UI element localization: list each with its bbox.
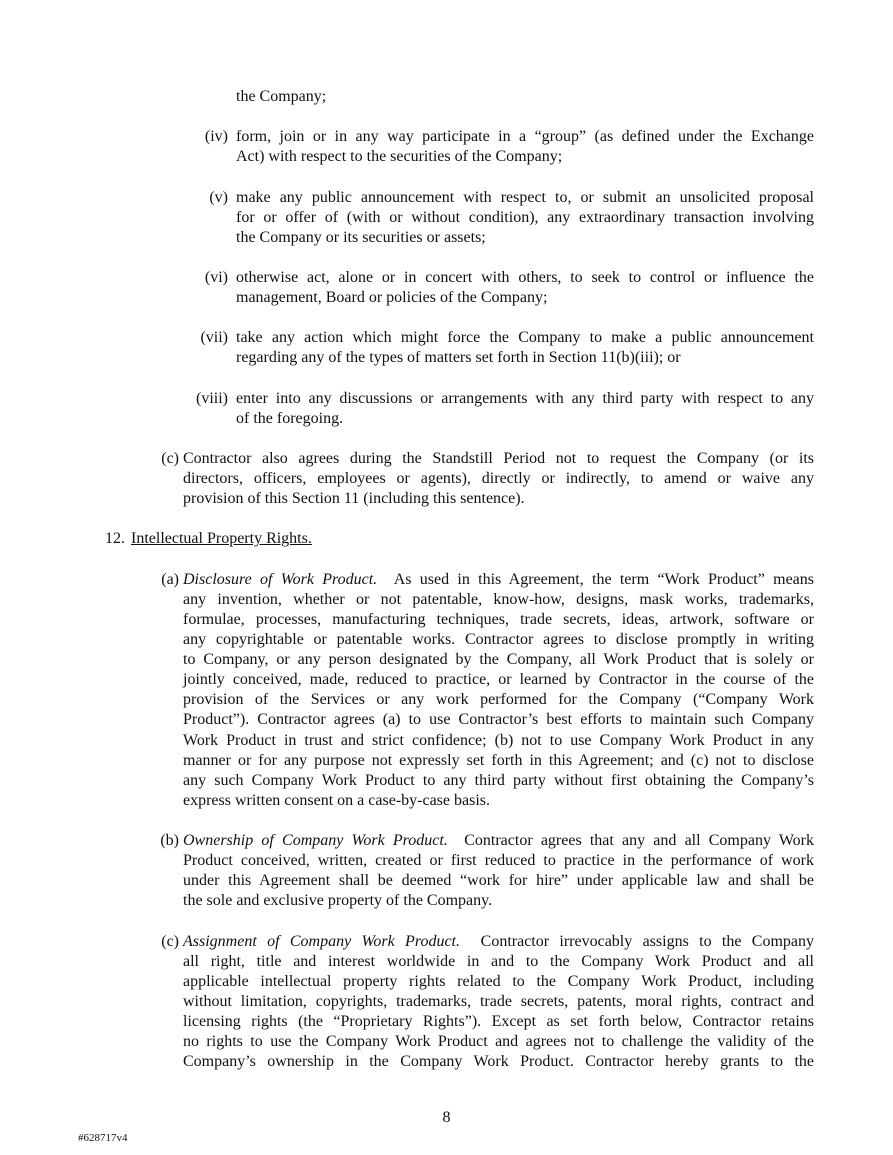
section-title: Intellectual Property Rights.: [131, 530, 312, 548]
text-line: [236, 87, 814, 107]
line-text: express written consent on a case-by-case basis.: [183, 791, 490, 809]
line-text: manner or for any purpose not expressly set forth in this Agreement; and (c) not to disclose: [183, 751, 814, 769]
line-text: enter into any discussions or arrangements with any third party with respect to any: [236, 389, 814, 407]
text-line: [236, 188, 814, 208]
clause-label: (iv): [204, 128, 228, 146]
line-text: of the foregoing.: [236, 409, 344, 427]
clause: [0, 188, 893, 248]
text-line: [183, 771, 814, 791]
text-line: [236, 268, 814, 288]
line-text: directors, officers, employees or agents), directly or indirectly, to amend or waive any: [183, 470, 814, 488]
text-line: [183, 952, 814, 972]
line-text: without limitation, copyrights, trademarks, trade secrets, patents, moral rights, contract and: [183, 992, 814, 1010]
line-text: As used in this Agreement, the term “Work Product” means: [393, 570, 814, 588]
text-line: [183, 469, 814, 489]
section-heading: [0, 529, 893, 549]
clause-label: 12.: [105, 530, 125, 548]
text-line: [183, 610, 814, 630]
text-line: [236, 147, 814, 167]
line-text: Contractor irrevocably assigns to the Company: [480, 932, 815, 950]
text-line: [183, 972, 814, 992]
text-line: [183, 831, 814, 851]
text-line: [183, 650, 814, 670]
line-text: Contractor agrees that any and all Company Work: [464, 832, 815, 850]
clause-title: Ownership of Company Work Product.: [183, 832, 448, 850]
text-line: [183, 851, 814, 871]
line-text: no rights to use the Company Work Product and agrees not to challenge the validity of the: [183, 1033, 814, 1051]
clause-text: [183, 831, 814, 911]
clause-label: (b): [160, 832, 179, 850]
clause-text: [183, 932, 814, 1073]
text-line: [183, 590, 814, 610]
line-text: applicable intellectual property rights related to the Company Work Product, including: [183, 972, 814, 990]
clause-title: Assignment of Company Work Product.: [183, 932, 460, 950]
line-text: any copyrightable or patentable works. Contractor agrees to disclose promptly in writing: [183, 630, 814, 648]
text-line: [183, 690, 814, 710]
clause: [0, 328, 893, 368]
line-text: provision of the Services or any work performed for the Company (“Company Work: [183, 691, 814, 709]
page-number: 8: [442, 1109, 451, 1126]
line-text: Contractor also agrees during the Standstill Period not to request the Company (or its: [183, 449, 814, 467]
clause: [0, 127, 893, 167]
line-text: for or offer of (with or without condition), any extraordinary transaction involving: [236, 208, 814, 226]
text-line: [236, 208, 814, 228]
clause: [0, 932, 893, 1073]
clause: [0, 570, 893, 811]
text-line: [236, 127, 814, 147]
clause-label: (vii): [200, 329, 228, 347]
text-line: [183, 992, 814, 1012]
clause: [0, 831, 893, 911]
text-line: [183, 710, 814, 730]
document-body: [0, 87, 893, 1092]
text-line: [183, 670, 814, 690]
line-text: Work Product in trust and strict confidence; (b) not to use Company Work Product in any: [183, 731, 814, 749]
clause-text: [236, 188, 814, 248]
line-text: all right, title and interest worldwide in and to the Company Work Product and all: [183, 952, 814, 970]
line-text: otherwise act, alone or in concert with others, to seek to control or influence the: [236, 268, 814, 286]
line-text: provision of this Section 11 (including this sentence).: [183, 490, 525, 508]
clause-text: [236, 328, 814, 368]
text-line: [236, 328, 814, 348]
text-line: [183, 891, 814, 911]
clause-text: [236, 268, 814, 308]
line-text: the sole and exclusive property of the Company.: [183, 892, 493, 910]
clause-text: [236, 389, 814, 429]
line-text: to Company, or any person designated by the Company, all Work Product that is solely or: [183, 651, 814, 669]
text-line: [183, 751, 814, 771]
line-text: any such Company Work Product to any third party without first obtaining the Company’s: [183, 771, 814, 789]
line-text: Product conceived, written, created or first reduced to practice in the performance of work: [183, 852, 814, 870]
line-text: management, Board or policies of the Company;: [236, 289, 548, 307]
line-text: under this Agreement shall be deemed “work for hire” under applicable law and shall be: [183, 872, 814, 890]
clause-label: (viii): [196, 389, 228, 407]
line-text: the Company;: [236, 88, 327, 105]
clause-title: Disclosure of Work Product.: [183, 570, 378, 588]
line-text: Act) with respect to the securities of the Company;: [236, 148, 563, 166]
text-line: [236, 409, 814, 429]
text-line: [183, 630, 814, 650]
line-text: formulae, processes, manufacturing techniques, trade secrets, ideas, artwork, software or: [183, 610, 814, 628]
line-text: licensing rights (the “Proprietary Rights”). Except as set forth below, Contractor retains: [183, 1013, 814, 1031]
clause-text: [236, 87, 814, 107]
text-line: [183, 1052, 814, 1072]
line-text: take any action which might force the Company to make a public announcement: [236, 329, 814, 347]
line-text: Company’s ownership in the Company Work Product. Contractor hereby grants to the: [183, 1053, 814, 1071]
line-text: Product”). Contractor agrees (a) to use Contractor’s best efforts to maintain such Company: [183, 711, 814, 729]
line-text: the Company or its securities or assets;: [236, 228, 486, 246]
clause: [0, 389, 893, 429]
clause-text: [183, 449, 814, 509]
clause: [0, 87, 893, 107]
text-line: [183, 932, 814, 952]
clause-label: (a): [161, 570, 179, 588]
clause-text: [236, 127, 814, 167]
line-text: regarding any of the types of matters set forth in Section 11(b)(iii); or: [236, 349, 681, 367]
text-line: [236, 389, 814, 409]
clause-label: (c): [161, 932, 179, 950]
text-line: [183, 871, 814, 891]
clause-text: [183, 570, 814, 811]
text-line: [236, 348, 814, 368]
clause: [0, 268, 893, 308]
text-line: [183, 1032, 814, 1052]
clause-label: (c): [161, 449, 179, 467]
line-text: make any public announcement with respect to, or submit an unsolicited proposal: [236, 188, 814, 206]
clause-label: (vi): [204, 268, 228, 286]
line-text: any invention, whether or not patentable, know-how, designs, mask works, trademarks,: [183, 590, 814, 608]
text-line: [183, 731, 814, 751]
text-line: [183, 489, 814, 509]
text-line: [183, 449, 814, 469]
clause-label: (v): [209, 188, 228, 206]
text-line: [183, 1012, 814, 1032]
text-line: [236, 288, 814, 308]
document-id: #628717v4: [78, 1132, 128, 1144]
clause-text: [131, 529, 814, 549]
clause: [0, 449, 893, 509]
text-line: [183, 570, 814, 590]
line-text: jointly conceived, made, reduced to practice, or learned by Contractor in the course of the: [183, 671, 814, 689]
text-line: [236, 228, 814, 248]
line-text: form, join or in any way participate in a “group” (as defined under the Exchange: [236, 128, 814, 146]
text-line: [183, 791, 814, 811]
